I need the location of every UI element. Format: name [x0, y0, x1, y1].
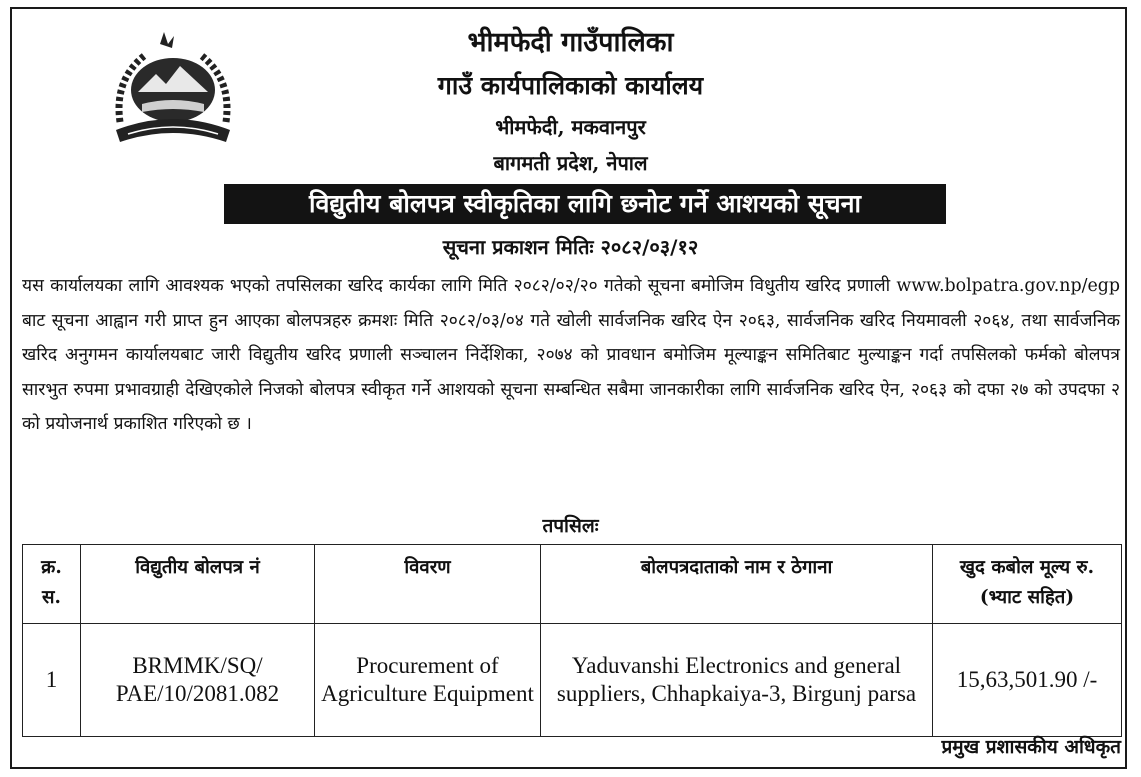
- bid-table: [22, 544, 1122, 737]
- cell-price: 15,63,501.90 /-: [933, 624, 1122, 737]
- table-header-row: [23, 545, 1122, 624]
- office-province: बागमती प्रदेश, नेपाल: [493, 151, 648, 175]
- publish-date: सूचना प्रकाशन मितिः २०८२/०३/१२: [442, 235, 699, 259]
- notice-title-banner: विद्युतीय बोलपत्र स्वीकृतिका लागि छनोट गर्ने आशयको सूचना: [224, 184, 946, 224]
- col-header-price: खुद कबोल मूल्य रु. (भ्याट सहित): [933, 545, 1122, 624]
- signer-title: प्रमुख प्रशासकीय अधिकृत: [941, 736, 1121, 758]
- col-header-bid-number: विद्युतीय बोलपत्र नं: [81, 545, 315, 624]
- col-header-bidder: बोलपत्रदाताको नाम र ठेगाना: [541, 545, 933, 624]
- municipality-name: भीमफेदी गाउँपालिका: [467, 27, 674, 58]
- cell-bidder: Yaduvanshi Electronics and general suppliers, Chhapkaiya-3, Birgunj parsa: [541, 624, 933, 737]
- office-name: गाउँ कार्यपालिकाको कार्यालय: [437, 71, 704, 100]
- cell-description: Procurement of Agriculture Equipment: [315, 624, 541, 737]
- table-title: तपसिलः: [542, 515, 599, 537]
- office-address: भीमफेदी, मकवानपुर: [495, 115, 646, 139]
- table-row: [23, 624, 1122, 737]
- col-header-serial: क्र. स.: [23, 545, 81, 624]
- cell-serial: 1: [23, 624, 81, 737]
- cell-bid-number: BRMMK/SQ/ PAE/10/2081.082: [81, 624, 315, 737]
- col-header-description: विवरण: [315, 545, 541, 624]
- notice-body: यस कार्यालयका लागि आवश्यक भएको तपसिलका खरिद कार्यका लागि मिति २०८२/०२/२० गतेको सूचना बमोजिम विधुतीय खरिद प्रणाली www.bolpatra.gov.np/egp बाट सूचना आह्वान गरी प्राप्त हुन आएका बोलपत्रहरु क्रमशः मिति २०८२/०३/०४ गते खोली सार्वजनिक खरिद ऐन २०६३, सार्वजनिक खरिद नियमावली २०६४, तथा सार्वजनिक खरिद अनुगमन कार्यालयबाट जारी विद्युतीय खरिद प्रणाली सञ्चालन निर्देशिका, २०७४ को प्रावधान बमोजिम मूल्याङ्कन समितिबाट मुल्याङ्कन गर्दा तपसिलको फर्मको बोलपत्र सारभुत रुपमा प्रभावग्राही देखिएकोले निजको बोलपत्र स्वीकृत गर्ने आशयको सूचना सम्बन्धित सबैमा जानकारीका लागि सार्वजनिक खरिद ऐन, २०६३ को दफा २७ को उपदफा २ को प्रयोजनार्थ प्रकाशित गरिएको छ ।: [22, 276, 1120, 434]
